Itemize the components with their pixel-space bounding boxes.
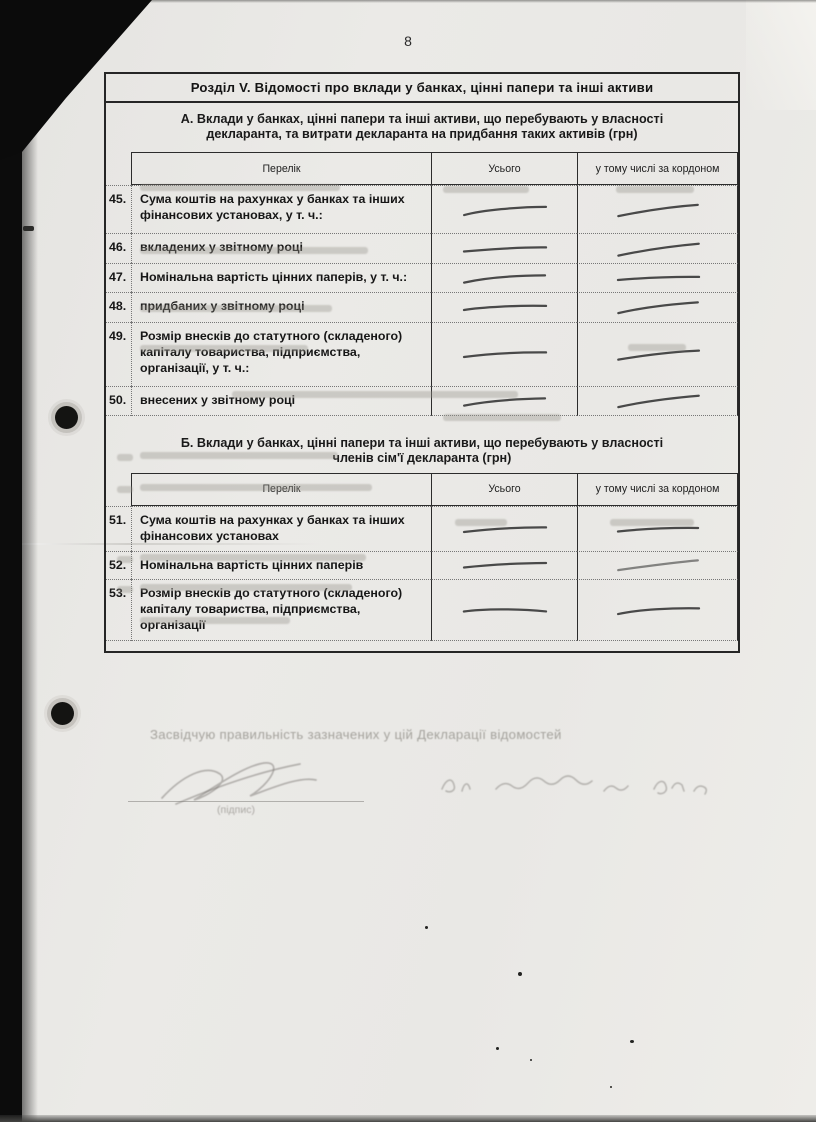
cell-abroad xyxy=(577,506,738,551)
handwritten-dash xyxy=(613,297,702,318)
table-header-gutter xyxy=(106,473,131,506)
cell-total xyxy=(431,263,577,292)
handwritten-dash xyxy=(613,555,702,576)
punch-hole-top xyxy=(55,406,78,429)
part-b-heading-line1: Вклади у банках, цінні папери та інші активи, що перебувають у власності xyxy=(196,435,664,450)
handwritten-dash xyxy=(613,344,702,365)
table-declarant-assets xyxy=(106,152,738,416)
row-label: Розмір внесків до статутного (складеного) капіталу товариства, підприємства, організації, у т. ч.: xyxy=(131,322,431,386)
part-a-heading xyxy=(106,112,738,142)
cell-total xyxy=(431,386,577,416)
signature-line xyxy=(128,801,364,802)
column-header-total: Усього xyxy=(431,473,577,506)
table-family-assets xyxy=(106,473,738,642)
part-b-heading-line2: членів сім'ї декларанта (грн) xyxy=(332,450,512,465)
row-number: 50. xyxy=(106,386,131,416)
ink-speck xyxy=(610,1086,612,1088)
row-number: 48. xyxy=(106,292,131,322)
page-number: 8 xyxy=(404,33,412,49)
cell-abroad xyxy=(577,579,738,641)
certify-statement: Засвідчую правильність зазначених у цій Декларації відомостей xyxy=(150,727,562,742)
column-header-list: Перелік xyxy=(131,152,431,185)
handwritten-dash xyxy=(613,199,702,220)
row-number: 49. xyxy=(106,322,131,386)
handwritten-dash xyxy=(613,271,701,285)
cell-abroad xyxy=(577,185,738,233)
row-label: Номінальна вартість цінних паперів, у т. ч.: xyxy=(131,263,431,292)
column-header-list: Перелік xyxy=(131,473,431,506)
handwritten-dash xyxy=(460,300,548,314)
cell-total xyxy=(431,506,577,551)
ink-speck xyxy=(518,972,522,976)
part-b-heading xyxy=(106,436,738,466)
handwritten-dash xyxy=(460,393,549,410)
part-a-heading-line2: декларанта, та витрати декларанта на придбання таких активів (грн) xyxy=(206,127,638,141)
scan-bottom-edge xyxy=(0,1115,816,1122)
cell-total xyxy=(431,322,577,386)
signature-scribble xyxy=(148,746,358,806)
cell-total xyxy=(431,233,577,263)
row-number: 53. xyxy=(106,579,131,641)
cell-abroad xyxy=(577,386,738,416)
handwritten-dash xyxy=(460,201,549,218)
cell-total xyxy=(431,185,577,233)
row-label: Сума коштів на рахунках у банках та інших фінансових установах, у т. ч.: xyxy=(131,185,431,233)
row-number: 51. xyxy=(106,506,131,551)
section-v-title: Розділ V. Відомості про вклади у банках, цінні папери та інші активи xyxy=(106,74,738,103)
handwritten-dash xyxy=(613,390,702,411)
scan-black-edge xyxy=(0,0,22,1122)
column-header-total: Усього xyxy=(431,152,577,185)
cell-abroad xyxy=(577,292,738,322)
row-label: вкладених у звітному році xyxy=(131,233,431,263)
handwritten-dash xyxy=(460,603,548,618)
row-number: 52. xyxy=(106,551,131,580)
cell-abroad xyxy=(577,322,738,386)
paper-corner-highlight xyxy=(746,0,816,110)
row-label: придбаних у звітному році xyxy=(131,292,431,322)
cell-abroad xyxy=(577,233,738,263)
handwritten-dash xyxy=(460,347,548,361)
row-label: Розмір внесків до статутного (складеного) капіталу товариства, підприємства, організації xyxy=(131,579,431,641)
ink-speck xyxy=(530,1059,532,1061)
section-v-frame xyxy=(104,72,740,653)
handwritten-dash xyxy=(613,602,702,619)
cell-abroad xyxy=(577,551,738,580)
cell-total xyxy=(431,551,577,580)
cell-total xyxy=(431,292,577,322)
table-header-gutter xyxy=(106,152,131,185)
row-number: 45. xyxy=(106,185,131,233)
ink-speck xyxy=(425,926,428,929)
signature-caption: (підпис) xyxy=(217,804,255,816)
row-label: внесених у звітному році xyxy=(131,386,431,416)
handwritten-dash xyxy=(460,241,548,255)
handwritten-dash xyxy=(613,238,702,259)
handwritten-date-scribble xyxy=(432,763,732,807)
column-header-abroad: у тому числі за кордоном xyxy=(577,152,738,185)
handwritten-dash xyxy=(460,558,548,572)
handwritten-dash xyxy=(613,521,701,535)
scan-nick-mark xyxy=(23,226,34,231)
row-number: 46. xyxy=(106,233,131,263)
handwritten-dash xyxy=(460,521,548,535)
column-header-abroad: у тому числі за кордоном xyxy=(577,473,738,506)
cell-abroad xyxy=(577,263,738,292)
scan-edge-shadow xyxy=(22,0,38,1122)
part-a-letter: А. xyxy=(180,112,197,126)
row-label: Номінальна вартість цінних паперів xyxy=(131,551,431,580)
ink-speck xyxy=(496,1047,499,1050)
ink-speck xyxy=(630,1040,634,1043)
row-label: Сума коштів на рахунках у банках та інших фінансових установах xyxy=(131,506,431,551)
part-b-letter: Б. xyxy=(180,435,197,450)
cell-total xyxy=(431,579,577,641)
row-number: 47. xyxy=(106,263,131,292)
handwritten-dash xyxy=(460,270,549,287)
punch-hole-bottom xyxy=(51,702,74,725)
part-a-heading-line1: Вклади у банках, цінні папери та інші активи, що перебувають у власності xyxy=(196,112,664,126)
